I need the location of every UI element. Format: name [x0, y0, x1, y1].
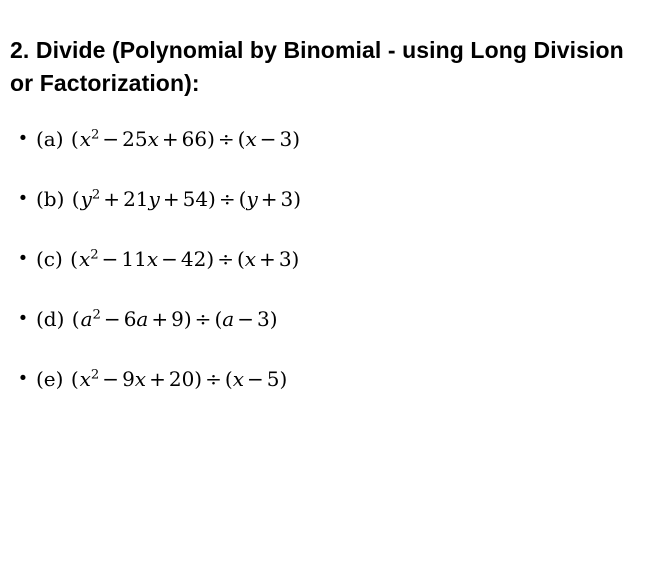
close-paren: )	[291, 247, 300, 272]
variable: a	[80, 307, 93, 332]
problem-label-b: (b)	[36, 187, 65, 212]
bullet-icon: •	[19, 188, 27, 210]
list-item	[10, 125, 630, 153]
variable: y	[148, 187, 160, 212]
coefficient: 21	[123, 187, 149, 212]
bullet-icon: •	[19, 368, 27, 390]
divide-operator: ÷	[217, 247, 234, 272]
close-paren: )	[279, 367, 288, 392]
constant: 5	[266, 367, 280, 392]
coefficient: 9	[122, 367, 135, 392]
bullet-icon: •	[19, 308, 27, 330]
problem-expression-d	[36, 305, 630, 333]
exponent: 2	[92, 307, 101, 323]
coefficient: 6	[123, 307, 137, 332]
list-item	[10, 185, 630, 213]
operator: −	[237, 307, 254, 332]
operator: +	[103, 187, 121, 212]
open-paren: (	[236, 247, 245, 272]
variable: x	[147, 127, 159, 152]
list-item	[10, 305, 630, 333]
problem-label-a: (a)	[36, 127, 64, 152]
list-item	[10, 365, 630, 393]
open-paren: (	[238, 187, 247, 212]
operator: −	[103, 307, 121, 332]
constant: 66	[181, 127, 208, 152]
constant: 3	[279, 127, 293, 152]
open-paren: (	[71, 187, 80, 212]
constant: 3	[256, 307, 270, 332]
constant: 9	[171, 307, 184, 332]
operator: +	[259, 247, 276, 272]
close-paren: )	[269, 307, 278, 332]
operator: +	[162, 187, 180, 212]
operator: −	[101, 247, 119, 272]
close-paren: )	[183, 307, 192, 332]
open-paren: (	[70, 367, 79, 392]
close-paren: )	[208, 187, 216, 212]
divide-operator: ÷	[194, 307, 212, 332]
open-paren: (	[70, 127, 79, 152]
problem-label-d: (d)	[36, 307, 65, 332]
constant: 20	[168, 367, 195, 392]
problem-expression-a	[36, 125, 630, 153]
variable: x	[232, 367, 244, 392]
variable: x	[79, 127, 91, 152]
variable: x	[134, 367, 147, 392]
coefficient: 11	[121, 247, 147, 272]
open-paren: (	[224, 367, 233, 392]
problem-expression-c	[36, 245, 630, 273]
problem-expression-e	[36, 365, 630, 393]
open-paren: (	[237, 127, 246, 152]
variable: a	[222, 307, 235, 332]
divide-operator: ÷	[217, 127, 235, 152]
variable: y	[80, 187, 92, 212]
operator: −	[102, 367, 120, 392]
problem-list	[10, 125, 630, 393]
variable: x	[146, 247, 159, 272]
close-paren: )	[194, 367, 203, 392]
page-title: 2. Divide (Polynomial by Binomial - using Long Division or Factorization):	[10, 37, 624, 96]
close-paren: )	[207, 127, 215, 152]
list-item	[10, 245, 630, 273]
variable: x	[244, 247, 257, 272]
bullet-icon: •	[19, 128, 27, 150]
operator: +	[151, 307, 169, 332]
variable: x	[78, 247, 91, 272]
open-paren: (	[70, 247, 78, 272]
variable: x	[245, 127, 257, 152]
close-paren: )	[206, 247, 215, 272]
close-paren: )	[292, 127, 301, 152]
divide-operator: ÷	[218, 187, 236, 212]
operator: +	[149, 367, 166, 392]
variable: a	[136, 307, 149, 332]
exponent: 2	[90, 127, 100, 143]
constant: 54	[182, 187, 209, 212]
operator: −	[161, 247, 178, 272]
variable: y	[246, 187, 258, 212]
problem-expression-b	[36, 185, 630, 213]
exponent: 2	[90, 367, 100, 383]
operator: +	[161, 127, 179, 152]
coefficient: 25	[122, 127, 148, 152]
constant: 3	[278, 247, 292, 272]
bullet-icon: •	[19, 248, 27, 270]
exponent: 2	[90, 247, 99, 263]
open-paren: (	[71, 307, 80, 332]
close-paren: )	[293, 187, 302, 212]
operator: −	[259, 127, 277, 152]
operator: −	[102, 127, 120, 152]
variable: x	[79, 367, 91, 392]
operator: +	[260, 187, 278, 212]
open-paren: (	[214, 307, 223, 332]
divide-operator: ÷	[205, 367, 222, 392]
exponent: 2	[91, 187, 101, 203]
constant: 42	[180, 247, 207, 272]
problem-label-e: (e)	[36, 367, 64, 392]
operator: −	[246, 367, 264, 392]
constant: 3	[280, 187, 294, 212]
problem-label-c: (c)	[36, 247, 63, 272]
